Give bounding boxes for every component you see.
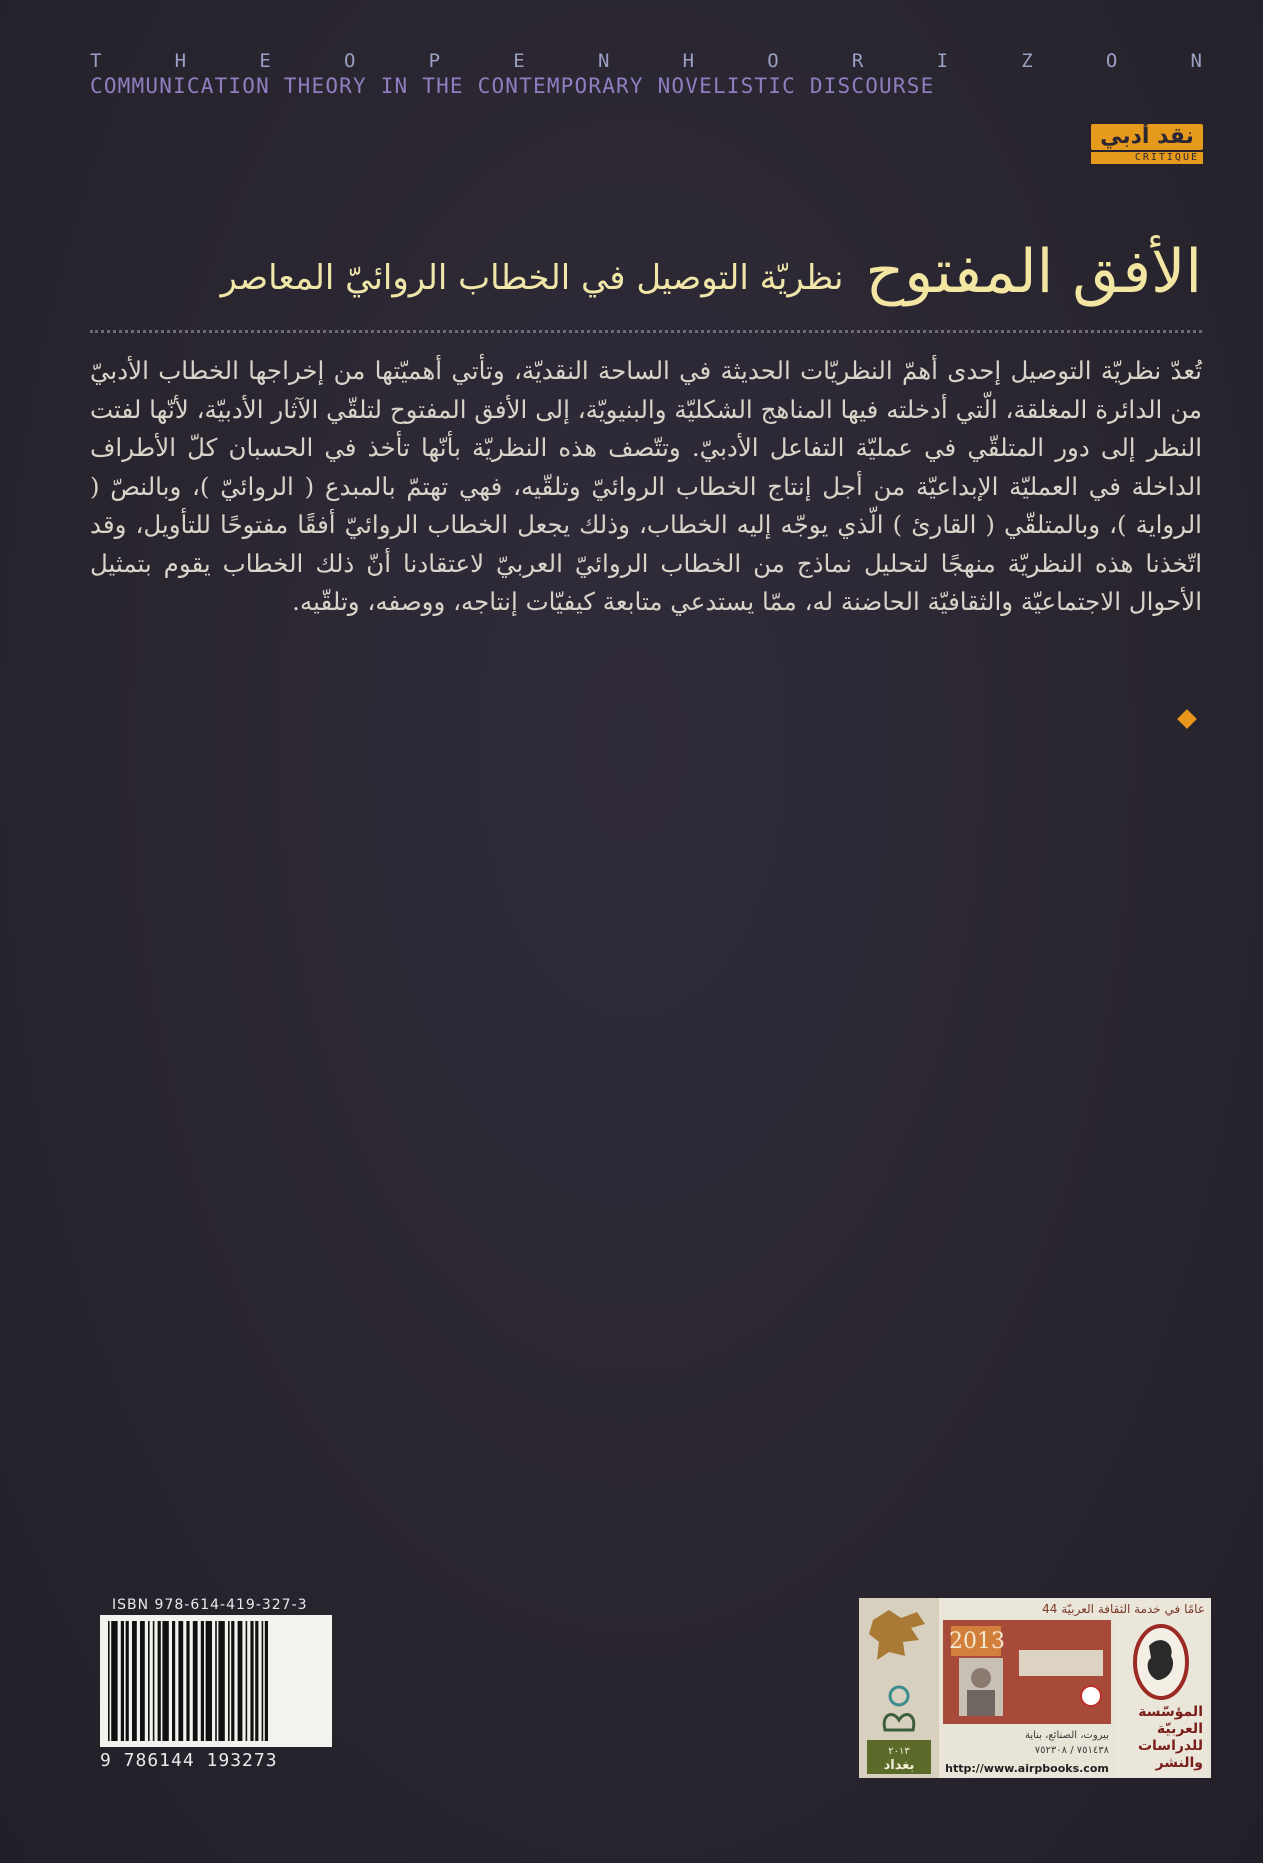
barcode-bar [111, 1621, 117, 1741]
title-letter: N [597, 50, 610, 72]
barcode-bar [178, 1621, 183, 1741]
publisher-name-4: والنشر [1155, 1755, 1203, 1771]
publisher-banner: 44 عامًا في خدمة الثقافة العربيّة [1042, 1602, 1205, 1616]
barcode-bar [186, 1621, 189, 1741]
barcode-bar [215, 1621, 217, 1741]
barcode-bar [206, 1621, 212, 1741]
barcode-bar [246, 1621, 248, 1741]
publisher-name-1: المؤسّسة [1138, 1704, 1203, 1720]
publisher-name-3: للدراسات [1137, 1738, 1203, 1754]
publisher-name-2: العربيّة [1156, 1721, 1203, 1737]
barcode-bars [100, 1615, 332, 1747]
barcode-bar [262, 1621, 264, 1741]
title-letter: R [851, 50, 864, 72]
publisher-address: بيروت، الصنائع، بناية [1024, 1730, 1109, 1741]
event-year: ٢٠١٣ [888, 1746, 910, 1757]
title-letter: H [682, 50, 695, 72]
barcode-bar [231, 1621, 234, 1741]
barcode-bar [153, 1621, 155, 1741]
title-letter: Z [1021, 50, 1033, 72]
barcode-bar [265, 1621, 268, 1741]
title-letter: N [1190, 50, 1202, 72]
barcode-bar [132, 1621, 137, 1741]
barcode-bar [126, 1621, 129, 1741]
series-logo-english: CRITIQUE [1091, 152, 1203, 164]
series-logo-arabic: نقد أدبي [1091, 124, 1203, 150]
title-letter: T [90, 50, 102, 72]
barcode-bar [121, 1621, 124, 1741]
poster-seal-icon [1081, 1686, 1101, 1706]
isbn-label: ISBN 978-614-419-327-3 [112, 1597, 308, 1613]
barcode-bar [193, 1621, 198, 1741]
barcode-bar [158, 1621, 161, 1741]
publisher-artwork [859, 1598, 1211, 1778]
barcode-bar [238, 1621, 243, 1741]
publisher-badge [859, 1598, 1211, 1778]
blurb-paragraph: تُعدّ نظريّة التوصيل إحدى أهمّ النظريّات الحديثة في الساحة النقديّة، وتأتي أهميّتها من إخراجها الخطاب الأدبيّ من الدائرة المغلقة، الّتي أدخلته فيها المناهج الشكليّة والبنيويّة، إلى الأفق المفتوح لتلقّي الآثار الأدبيّة، لأنّها لفتت النظر إلى دور المتلقّي في عمليّة التفاعل الأدبيّ. وتتّصف هذه النظريّة بأنّها تأخذ في الحسبان كلّ الأطراف الداخلة في العمليّة الإبداعيّة من أجل إنتاج الخطاب الروائيّ وتلقّيه، فهي تهتمّ بالمبدع ( الروائيّ )، وبالنصّ ( الرواية )، وبالمتلقّي ( القارئ ) الّذي يوجّه إليه الخطاب، وذلك يجعل الخطاب الروائيّ أفقًا مفتوحًا للتأويل، وقد اتّخذنا هذه النظريّة منهجًا لتحليل نماذج من الخطاب الروائيّ العربيّ لاعتقادنا أنّ ذلك الخطاب يقوم بتمثيل الأحوال الاجتماعيّة والثقافيّة الحاضنة له، ممّا يستدعي متابعة كيفيّات إنتاجه، ووصفه، وتلقّيه. [90, 356, 1202, 616]
barcode-bar [201, 1621, 204, 1741]
title-letter: O [1105, 50, 1118, 72]
series-logo [1091, 124, 1203, 164]
arabic-main-title: الأفق المفتوح [865, 237, 1202, 307]
publisher-phone: ٧٥١٤٣٨ / ٧٥٢٣٠٨ [1034, 1745, 1109, 1756]
barcode-bar [228, 1621, 230, 1741]
barcode-bar [172, 1621, 175, 1741]
barcode-bar [255, 1621, 258, 1741]
isbn-digits: 9 786144 193273 [100, 1750, 278, 1771]
poster-year: 2013 [949, 1629, 1005, 1654]
diamond-ornament-icon [1177, 709, 1197, 729]
title-letter: P [428, 50, 441, 72]
english-subtitle: COMMUNICATION THEORY IN THE CONTEMPORARY NOVELISTIC DISCOURSE [90, 74, 935, 98]
barcode-bar [218, 1621, 224, 1741]
isbn-barcode [100, 1595, 332, 1775]
title-letter: E [259, 50, 271, 72]
event-city: بغداد [883, 1758, 915, 1773]
title-letter: H [174, 50, 187, 72]
barcode-bar [162, 1621, 168, 1741]
arabic-subtitle: نظريّة التوصيل في الخطاب الروائيّ المعاصر [220, 258, 844, 298]
title-letter: O [767, 50, 779, 72]
publisher-url: http://www.airpbooks.com [945, 1762, 1109, 1775]
barcode-bar [250, 1621, 253, 1741]
arabic-title-row [90, 222, 1202, 312]
barcode-bar [108, 1621, 110, 1741]
title-letter: E [513, 50, 525, 72]
title-letter: O [343, 50, 356, 72]
barcode-bar [140, 1621, 145, 1741]
dotted-divider [90, 330, 1202, 333]
barcode-bar [148, 1621, 150, 1741]
title-letter: I [936, 50, 949, 72]
english-title-spaced [90, 50, 1202, 72]
